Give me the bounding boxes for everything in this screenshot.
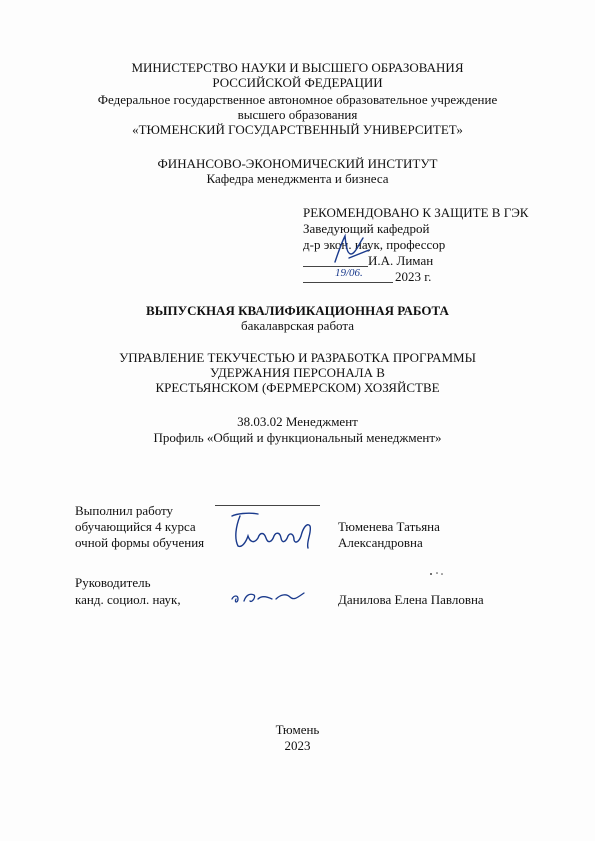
author-signature bbox=[218, 508, 328, 554]
work-title-line-1: УПРАВЛЕНИЕ ТЕКУЧЕСТЬЮ И РАЗРАБОТКА ПРОГРАММЫ bbox=[119, 350, 476, 365]
supervisor-name: Данилова Елена Павловна bbox=[338, 592, 484, 607]
work-title-line-3: КРЕСТЬЯНСКОМ (ФЕРМЕРСКОМ) ХОЗЯЙСТВЕ bbox=[155, 380, 440, 395]
university-name: «ТЮМЕНСКИЙ ГОСУДАРСТВЕННЫЙ УНИВЕРСИТЕТ» bbox=[132, 122, 463, 137]
author-signature-line bbox=[215, 505, 320, 506]
footer-city: Тюмень bbox=[275, 722, 320, 737]
approval-signature bbox=[325, 232, 385, 270]
institution-line-2: высшего образования bbox=[237, 107, 358, 122]
work-subtype: бакалаврская работа bbox=[241, 318, 354, 333]
work-title-line-2: УДЕРЖАНИЯ ПЕРСОНАЛА В bbox=[210, 365, 385, 380]
institution-line-1: Федеральное государственное автономное образовательное учреждение bbox=[97, 92, 498, 107]
supervisor-label-1: Руководитель bbox=[75, 575, 151, 590]
work-type: ВЫПУСКНАЯ КВАЛИФИКАЦИОННАЯ РАБОТА bbox=[146, 303, 449, 318]
ink-dots bbox=[428, 570, 448, 578]
ministry-line-2: РОССИЙСКОЙ ФЕДЕРАЦИИ bbox=[212, 75, 383, 90]
institute-name: ФИНАНСОВО-ЭКОНОМИЧЕСКИЙ ИНСТИТУТ bbox=[157, 156, 438, 171]
approval-year: 2023 г. bbox=[395, 269, 432, 284]
approval-handwritten-date: 19/06. bbox=[335, 267, 363, 279]
approval-degree: д-р экон. наук, профессор bbox=[303, 237, 446, 252]
department-name: Кафедра менеджмента и бизнеса bbox=[206, 171, 389, 186]
author-label-3: очной формы обучения bbox=[75, 535, 205, 550]
ministry-line-1: МИНИСТЕРСТВО НАУКИ И ВЫСШЕГО ОБРАЗОВАНИЯ bbox=[131, 60, 464, 75]
specialty-code: 38.03.02 Менеджмент bbox=[237, 414, 358, 429]
author-name-1: Тюменева Татьяна bbox=[338, 519, 440, 534]
approval-date-line bbox=[303, 282, 393, 283]
supervisor-signature bbox=[228, 585, 308, 609]
author-name-2: Александровна bbox=[338, 535, 423, 550]
study-profile: Профиль «Общий и функциональный менеджмент» bbox=[153, 430, 442, 445]
supervisor-label-2: канд. социол. наук, bbox=[75, 592, 181, 607]
footer-year: 2023 bbox=[284, 738, 311, 753]
approval-position: Заведующий кафедрой bbox=[303, 221, 430, 236]
author-label-2: обучающийся 4 курса bbox=[75, 519, 196, 534]
author-label-1: Выполнил работу bbox=[75, 503, 174, 518]
approval-name: И.А. Лиман bbox=[368, 253, 434, 268]
approval-title: РЕКОМЕНДОВАНО К ЗАЩИТЕ В ГЭК bbox=[303, 205, 529, 220]
